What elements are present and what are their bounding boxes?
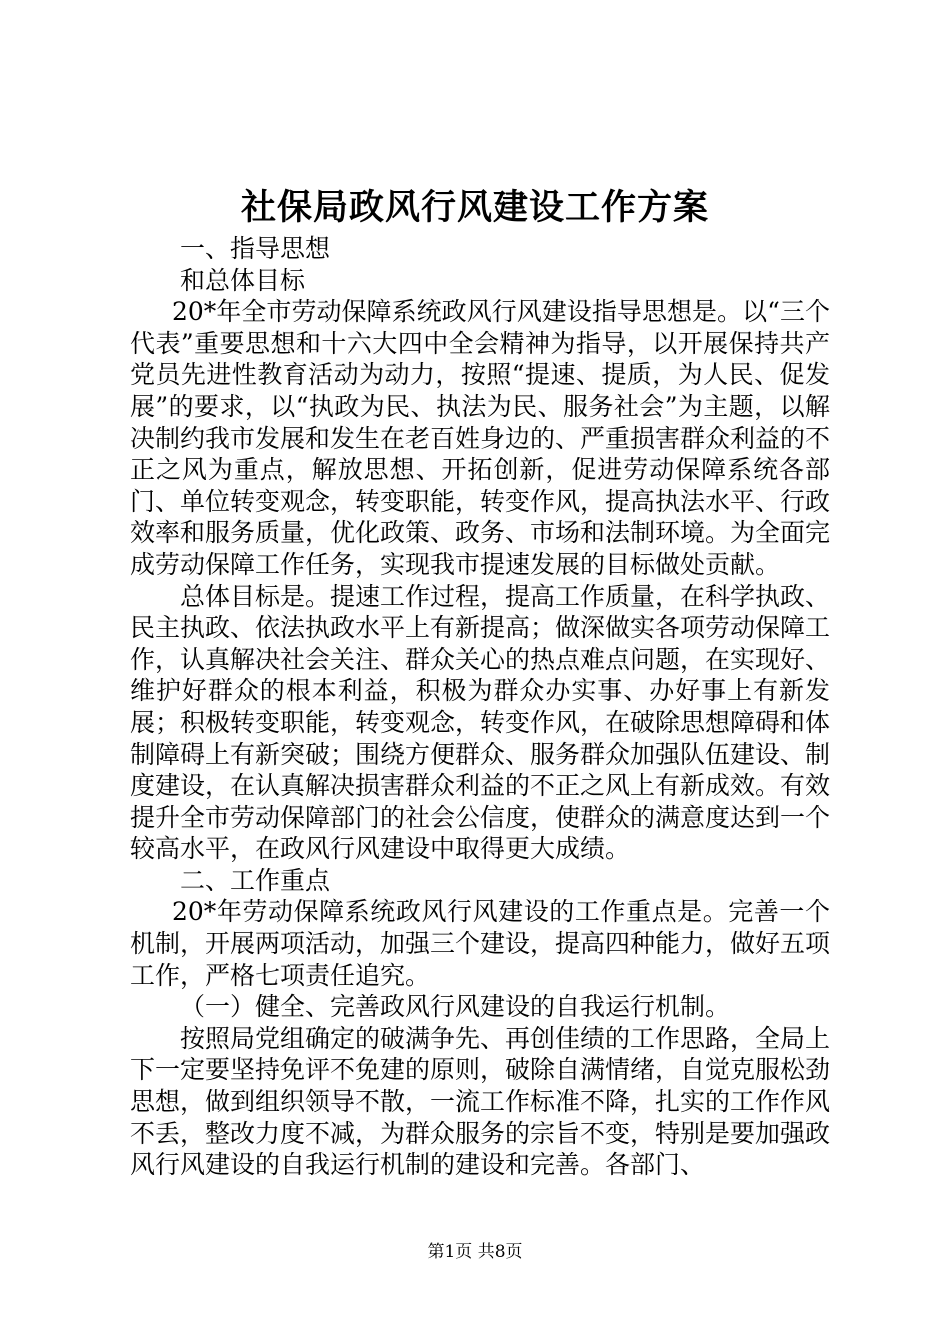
body-paragraph: 总体目标是。提速工作过程，提高工作质量，在科学执政、民主执政、依法执政水平上有新提高；做深做实各项劳动保障工作，认真解决社会关注、群众关心的热点难点问题，在实现好、维护好群众的根本利益，积极为群众办实事、办好事上有新发展；积极转变职能，转变观念，转变作风，在破除思想障碍和体制障碍上有新突破；围绕方便群众、服务群众加强队伍建设、制度建设，在认真解决损害群众利益的不正之风上有新成效。有效提升全市劳动保障部门的社会公信度，使群众的满意度达到一个较高水平，在政风行风建设中取得更大成绩。: [130, 581, 831, 864]
body-paragraph: 按照局党组确定的破满争先、再创佳绩的工作思路，全局上下一定要坚持免评不免建的原则，破除自满情绪，自觉克服松劲思想，做到组织领导不散，一流工作标准不降，扎实的工作作风不丢，整改力度不减，为群众服务的宗旨不变，特别是要加强政风行风建设的自我运行机制的建设和完善。各部门、: [130, 1023, 831, 1180]
page-footer: 第1页 共8页: [427, 1242, 523, 1262]
section-heading: 一、指导思想: [180, 234, 331, 263]
section-heading: 二、工作重点: [180, 865, 331, 895]
section-heading-continued: 和总体目标: [180, 265, 306, 295]
document-body: [130, 233, 830, 1181]
document-title: 社保局政风行风建设工作方案: [240, 187, 709, 228]
subsection-heading: （一）健全、完善政风行风建设的自我运行机制。: [180, 992, 731, 1022]
body-paragraph: 20*年劳动保障系统政风行风建设的工作重点是。完善一个机制，开展两项活动，加强三个建设，提高四种能力，做好五项工作，严格七项责任追究。: [130, 897, 831, 990]
body-paragraph: 20*年全市劳动保障系统政风行风建设指导思想是。以“三个代表”重要思想和十六大四中全会精神为指导，以开展保持共产党员先进性教育活动为动力，按照“提速、提质，为人民、促发展”的要求，以“执政为民、执法为民、服务社会”为主题，以解决制约我市发展和发生在老百姓身边的、严重损害群众利益的不正之风为重点，解放思想、开拓创新，促进劳动保障系统各部门、单位转变观念，转变职能，转变作风，提高执法水平、行政效率和服务质量，优化政策、政务、市场和法制环境。为全面完成劳动保障工作任务，实现我市提速发展的目标做处贡献。: [130, 297, 831, 579]
